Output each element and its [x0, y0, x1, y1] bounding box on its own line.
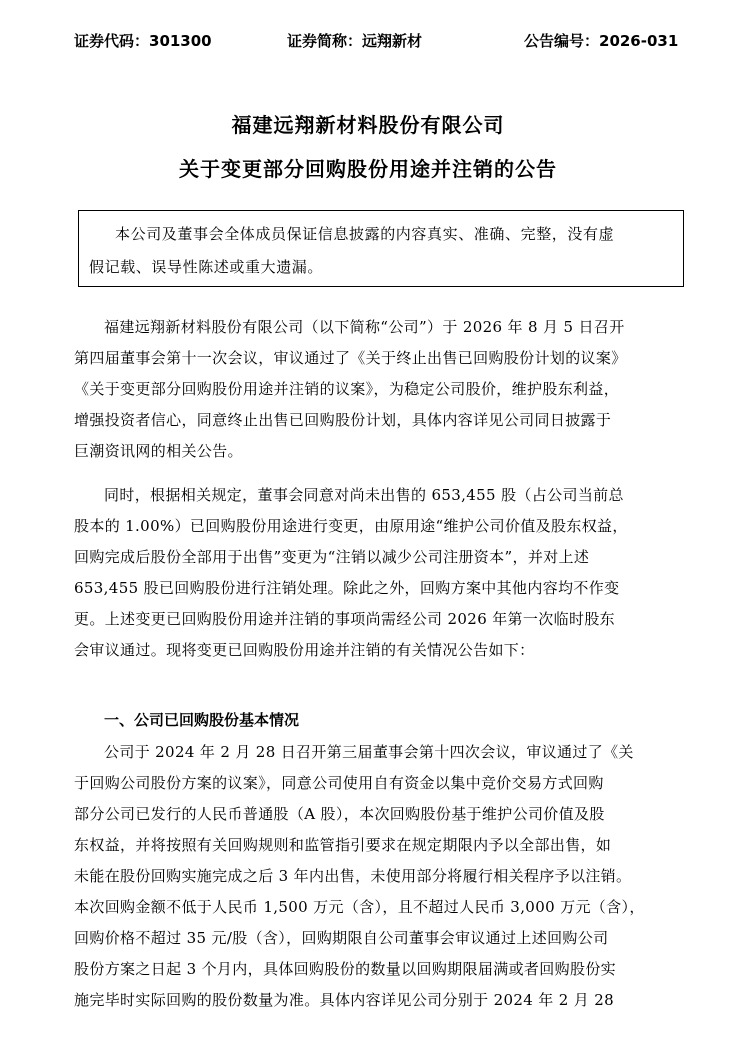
announcement-number: 公告编号：2026-031	[524, 32, 679, 50]
section-line: 施完毕时实际回购的股份数量为准。具体内容详见公司分别于 2024 年 2 月 28	[74, 991, 614, 1009]
body-line: 第四届董事会第十一次会议，审议通过了《关于终止出售已回购股份计划的议案》	[74, 349, 627, 367]
body-line: 股本的 1.00%）已回购股份用途进行变更，由原用途“维护公司价值及股东权益，	[74, 517, 628, 535]
body-line: 会审议通过。现将变更已回购股份用途并注销的有关情况公告如下：	[74, 641, 535, 659]
section-line: 本次回购金额不低于人民币 1,500 万元（含），且不超过人民币 3,000 万元（含），	[74, 898, 645, 916]
body-line: 《关于变更部分回购股份用途并注销的议案》，为稳定公司股价，维护股东利益，	[74, 380, 620, 398]
section-line: 股份方案之日起 3 个月内，具体回购股份的数量以回购期限届满或者回购股份实	[74, 960, 617, 978]
section-line: 回购价格不超过 35 元/股（含），回购期限自公司董事会审议通过上述回购公司	[74, 929, 609, 947]
section-line: 东权益，并将按照有关回购规则和监管指引要求在规定期限内予以全部出售，如	[74, 836, 612, 854]
section-line: 部分公司已发行的人民币普通股（A 股），本次回购股份基于维护公司价值及股	[74, 805, 605, 823]
stock-abbreviation: 证券简称：远翔新材	[287, 32, 423, 50]
section-line: 于回购公司股份方案的议案》，同意公司使用自有资金以集中竞价交易方式回购	[74, 774, 604, 792]
body-line: 同时，根据相关规定，董事会同意对尚未出售的 653,455 股（占公司当前总	[104, 486, 624, 504]
notice-line: 本公司及董事会全体成员保证信息披露的内容真实、准确、完整，没有虚	[115, 225, 615, 243]
announcement-title: 关于变更部分回购股份用途并注销的公告	[179, 157, 557, 181]
company-title: 福建远翔新材料股份有限公司	[231, 113, 505, 137]
document-header	[0, 30, 736, 54]
stock-code: 证券代码：301300	[74, 32, 212, 50]
body-line: 增强投资者信心，同意终止出售已回购股份计划，具体内容详见公司同日披露于	[74, 411, 612, 429]
body-line: 653,455 股已回购股份进行注销处理。除此之外，回购方案中其他内容均不作变	[74, 579, 620, 597]
section-heading: 一、公司已回购股份基本情况	[104, 711, 300, 729]
section-line: 公司于 2024 年 2 月 28 日召开第三届董事会第十四次会议，审议通过了《关	[104, 743, 634, 761]
section-line: 未能在股份回购实施完成之后 3 年内出售，未使用部分将履行相关程序予以注销。	[74, 867, 632, 885]
body-line: 福建远翔新材料股份有限公司（以下简称“公司”）于 2026 年 8 月 5 日召开	[104, 318, 625, 336]
board-guarantee-notice	[78, 210, 684, 287]
body-line: 回购完成后股份全部用于出售”变更为“注销以减少公司注册资本”，并对上述	[74, 548, 590, 566]
body-line: 更。上述变更已回购股份用途并注销的事项尚需经公司 2026 年第一次临时股东	[74, 610, 616, 628]
body-line: 巨潮资讯网的相关公告。	[74, 442, 243, 460]
notice-line: 假记载、误导性陈述或重大遗漏。	[89, 258, 324, 276]
